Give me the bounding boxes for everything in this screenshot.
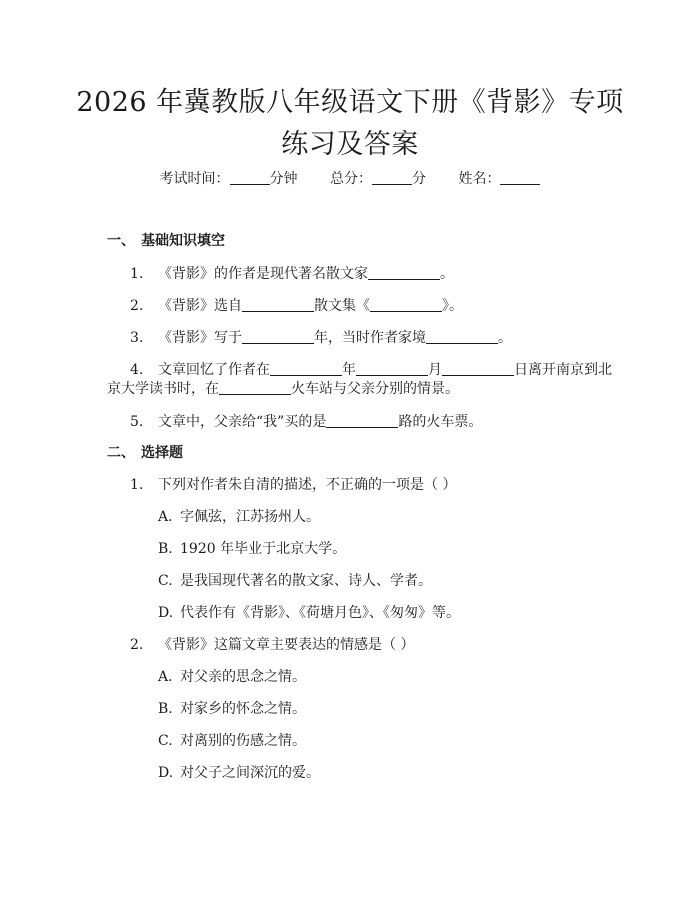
question-text: 路的火车票。 [398, 414, 483, 430]
section-2-number: 二、 [107, 445, 135, 461]
question-text: 。 [498, 330, 512, 346]
question-text: 《背影》写于 [158, 330, 242, 346]
choice-q2-option-b[interactable] [158, 698, 306, 718]
question-text: 年，当时作者家境 [314, 330, 426, 346]
question-text: 下列对作者朱自清的描述，不正确的一项是（ ） [158, 477, 457, 493]
question-text: 散文集《 [314, 298, 370, 314]
answer-blank[interactable] [368, 265, 440, 280]
option-label: D. [158, 605, 174, 621]
option-text: 1920 年毕业于北京大学。 [180, 541, 347, 557]
answer-blank[interactable] [270, 361, 342, 376]
score-unit: 分 [412, 171, 426, 187]
option-text: 是我国现代著名的散文家、诗人、学者。 [180, 573, 432, 589]
option-label: B. [158, 541, 173, 557]
question-text: 京大学读书时，在 [107, 381, 219, 397]
question-text: 文章中，父亲给“我”买的是 [158, 414, 327, 430]
option-text: 代表作有《背影》、《荷塘月色》、《匆匆》等。 [180, 605, 460, 621]
question-text: 《背影》选自 [158, 298, 242, 314]
choice-question-2 [130, 634, 414, 654]
choice-question-1 [130, 474, 456, 494]
option-label: C. [158, 733, 173, 749]
option-label: B. [158, 701, 173, 717]
time-unit: 分钟 [269, 171, 298, 187]
fill-question-3 [130, 327, 512, 347]
fill-question-1 [130, 263, 454, 283]
option-label: A. [158, 669, 173, 685]
title-line-2: 练习及答案 [281, 129, 419, 160]
name-blank[interactable] [500, 170, 540, 185]
question-number: 2. [130, 298, 144, 314]
exam-meta [0, 168, 700, 188]
answer-blank[interactable] [242, 297, 314, 312]
question-text: 》。 [442, 298, 463, 314]
time-blank[interactable] [230, 170, 270, 185]
option-text: 对家乡的怀念之情。 [180, 701, 306, 717]
fill-question-2 [130, 295, 463, 315]
question-text: 日离开南京到北 [514, 362, 612, 378]
answer-blank[interactable] [356, 361, 428, 376]
section-1-number: 一、 [107, 233, 135, 249]
choice-q1-option-d[interactable] [158, 602, 460, 622]
choice-q1-option-b[interactable] [158, 538, 346, 558]
question-text: 《背影》的作者是现代著名散文家 [158, 266, 368, 282]
section-2-title: 选择题 [141, 445, 183, 461]
question-text: 文章回忆了作者在 [158, 362, 270, 378]
option-text: 字佩弦，江苏扬州人。 [180, 509, 320, 525]
exam-time [160, 168, 298, 188]
fill-question-4-continued [107, 378, 459, 398]
choice-q2-option-a[interactable] [158, 666, 306, 686]
choice-q1-option-c[interactable] [158, 570, 432, 590]
title-line-1: 2026 年冀教版八年级语文下册《背影》专项 [76, 87, 624, 118]
option-label: C. [158, 573, 173, 589]
choice-q2-option-c[interactable] [158, 730, 306, 750]
answer-blank[interactable] [426, 329, 498, 344]
section-2-heading [107, 442, 183, 462]
option-label: D. [158, 765, 174, 781]
question-text: 《背影》这篇文章主要表达的情感是（ ） [158, 637, 415, 653]
choice-q2-option-d[interactable] [158, 762, 320, 782]
name-label: 姓名： [458, 171, 501, 187]
answer-blank[interactable] [326, 413, 398, 428]
time-label: 考试时间： [159, 171, 230, 187]
exam-score [330, 168, 426, 188]
answer-blank[interactable] [370, 297, 442, 312]
question-number: 2. [130, 637, 144, 653]
option-label: A. [158, 509, 173, 525]
option-text: 对父亲的思念之情。 [180, 669, 306, 685]
question-number: 3. [130, 330, 144, 346]
question-number: 5. [130, 414, 144, 430]
page-title [60, 82, 640, 166]
answer-blank[interactable] [242, 329, 314, 344]
score-blank[interactable] [372, 170, 412, 185]
question-text: 年 [342, 362, 356, 378]
section-1-title: 基础知识填空 [141, 233, 225, 249]
option-text: 对父子之间深沉的爱。 [180, 765, 320, 781]
exam-name [458, 168, 540, 188]
answer-blank[interactable] [442, 361, 514, 376]
question-number: 1. [130, 266, 144, 282]
section-1-heading [107, 230, 225, 250]
fill-question-5 [130, 411, 482, 431]
option-text: 对离别的伤感之情。 [180, 733, 306, 749]
question-number: 4. [130, 362, 144, 378]
answer-blank[interactable] [219, 380, 291, 395]
fill-question-4 [130, 359, 612, 379]
question-text: 。 [440, 266, 454, 282]
score-label: 总分： [330, 171, 372, 187]
question-text: 月 [428, 362, 442, 378]
question-number: 1. [130, 477, 144, 493]
question-text: 火车站与父亲分别的情景。 [291, 381, 459, 397]
choice-q1-option-a[interactable] [158, 506, 320, 526]
